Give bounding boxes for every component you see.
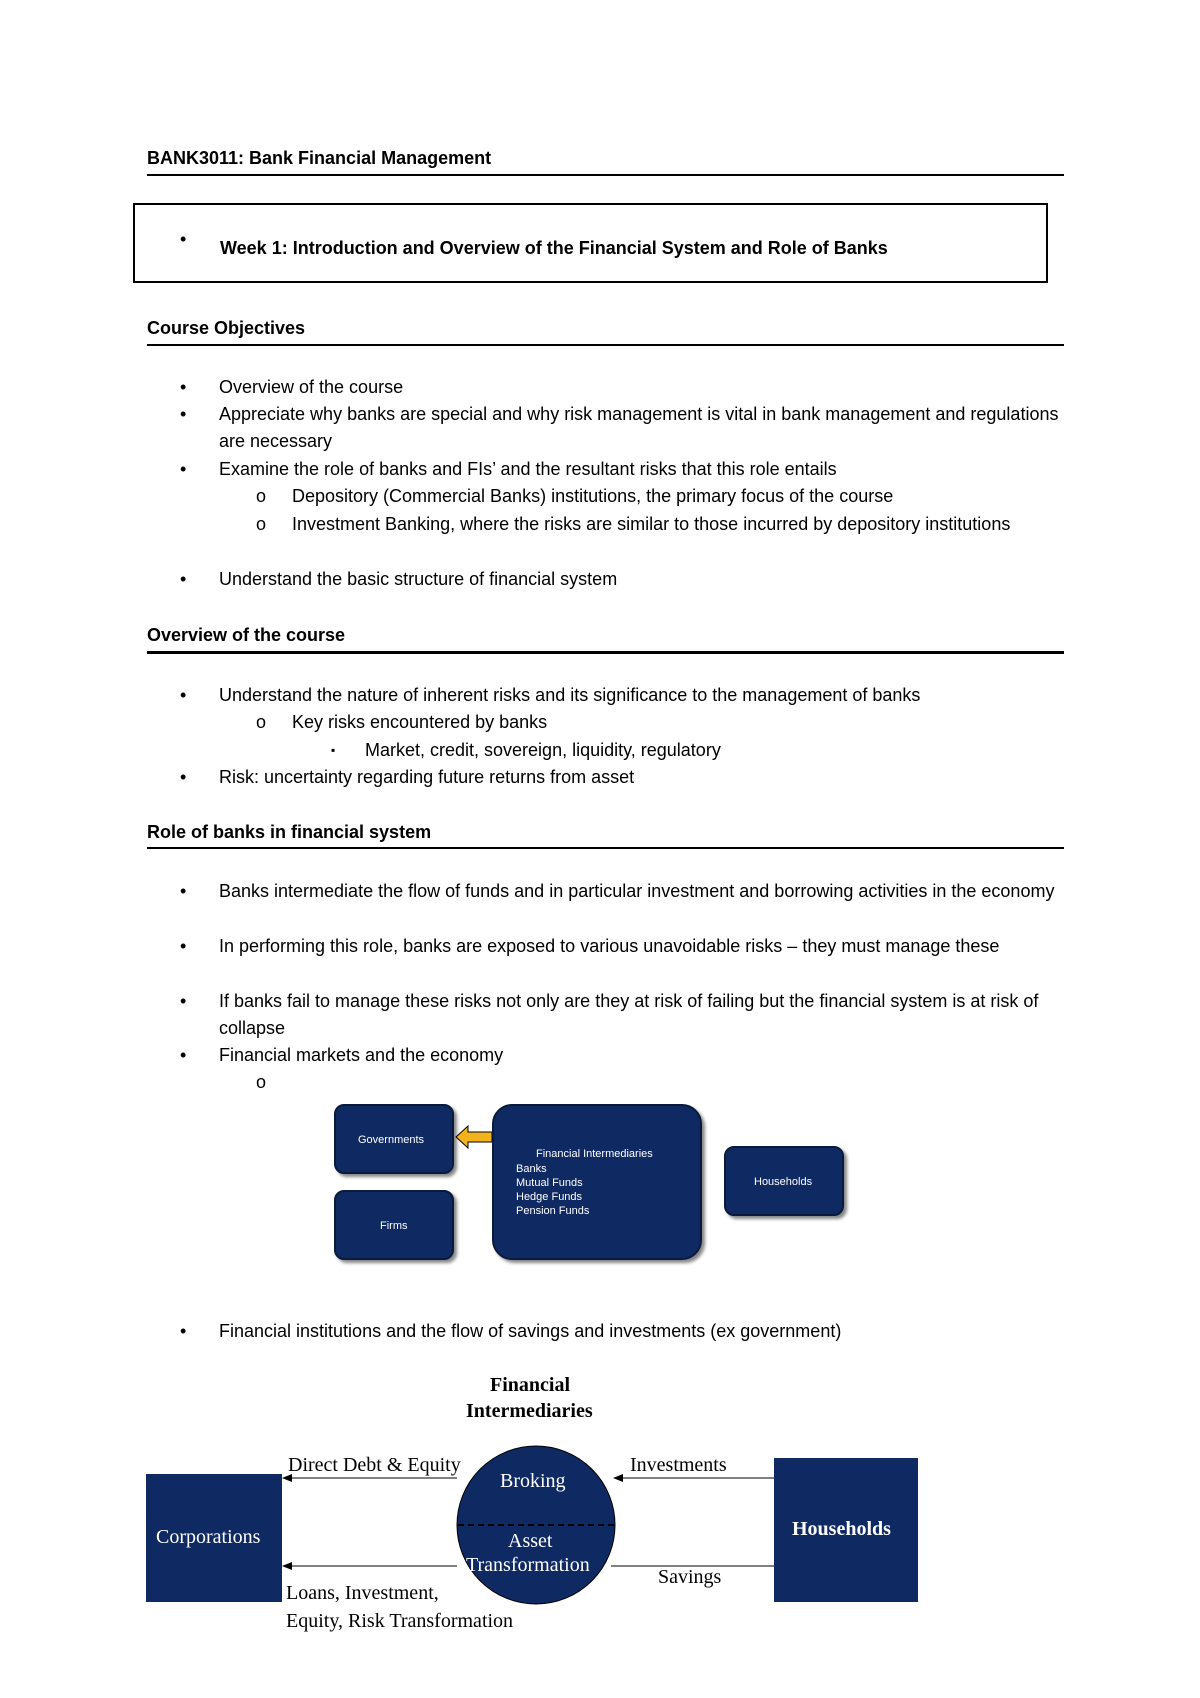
bullet-marker: •	[180, 1321, 187, 1341]
list-item: Investment Banking, where the risks are similar to those incurred by depository institutions	[292, 514, 1011, 534]
intermediaries-title: Financial Intermediaries	[536, 1148, 653, 1160]
households-box	[724, 1146, 844, 1216]
list-item: Depository (Commercial Banks) institutions, the primary focus of the course	[292, 486, 894, 506]
savings-label: Savings	[658, 1566, 722, 1588]
square-marker: ▪	[331, 743, 336, 757]
firms-label: Firms	[380, 1220, 408, 1232]
governments-label: Governments	[358, 1134, 425, 1146]
bullet-marker: •	[180, 404, 187, 424]
circle-marker: o	[256, 486, 267, 506]
flow-diagram-intermediaries	[330, 1098, 850, 1263]
households-label: Households	[792, 1518, 891, 1540]
asset-label-line1: Asset	[508, 1530, 553, 1552]
list-item: In performing this role, banks are exposed to various unavoidable risks – they must manage these	[219, 936, 1000, 956]
investments-label: Investments	[630, 1454, 727, 1476]
list-item: Appreciate why banks are special and why risk management is vital in bank management and regulations are necessary	[219, 404, 1059, 451]
bullet-marker: •	[180, 936, 187, 956]
broking-label: Broking	[500, 1470, 566, 1492]
bullet-marker: •	[180, 229, 187, 249]
list-item: Banks intermediate the flow of funds and in particular investment and borrowing activities in the economy	[219, 881, 1055, 901]
list-item: Financial markets and the economy	[219, 1045, 504, 1065]
loans-label-line1: Loans, Investment,	[286, 1582, 439, 1604]
list-item: If banks fail to manage these risks not only are they at risk of failing but the financial system is at risk of collapse	[219, 991, 1039, 1038]
intermediary-item: Hedge Funds	[516, 1191, 583, 1203]
section-heading-overview: Overview of the course	[147, 625, 346, 645]
list-item: Financial institutions and the flow of savings and investments (ex government)	[219, 1321, 842, 1341]
week-box	[133, 203, 1048, 283]
section-heading-objectives: Course Objectives	[147, 318, 306, 338]
list-item: Key risks encountered by banks	[292, 712, 548, 732]
section-rule	[147, 651, 1064, 654]
list-item: Understand the nature of inherent risks and its significance to the management of banks	[219, 685, 921, 705]
section-rule	[147, 847, 1064, 849]
governments-box	[334, 1104, 454, 1174]
intermediary-item: Banks	[516, 1163, 547, 1175]
document-title: BANK3011: Bank Financial Management	[147, 148, 492, 168]
bullet-marker: •	[180, 881, 187, 901]
bullet-marker: •	[180, 767, 187, 787]
bullet-marker: •	[180, 1045, 187, 1065]
circle-marker: o	[256, 712, 267, 732]
bullet-marker: •	[180, 685, 187, 705]
diagram-title-line1: Financial	[490, 1374, 571, 1396]
bullet-marker: •	[180, 991, 187, 1011]
asset-label-line2: Transformation	[466, 1554, 590, 1576]
flow-arrows	[140, 1370, 930, 1640]
firms-box	[334, 1190, 454, 1260]
direct-debt-label: Direct Debt & Equity	[288, 1454, 461, 1476]
list-item: Risk: uncertainty regarding future returns from asset	[219, 767, 635, 787]
corporations-label: Corporations	[156, 1526, 261, 1548]
intermediary-item: Mutual Funds	[516, 1177, 583, 1189]
section-heading-role: Role of banks in financial system	[147, 822, 432, 842]
bullet-marker: •	[180, 459, 187, 479]
title-rule	[147, 174, 1064, 176]
week-title: Week 1: Introduction and Overview of the Financial System and Role of Banks	[220, 238, 888, 258]
bullet-marker: •	[180, 377, 187, 397]
list-item: Overview of the course	[219, 377, 404, 397]
section-rule	[147, 344, 1064, 346]
circle-marker: o	[256, 514, 267, 534]
diagram-title-line2: Intermediaries	[466, 1400, 593, 1422]
intermediaries-box	[492, 1104, 702, 1260]
flow-diagram-savings	[140, 1370, 930, 1640]
bullet-marker: •	[180, 569, 187, 589]
list-item: Understand the basic structure of financial system	[219, 569, 618, 589]
intermediary-item: Pension Funds	[516, 1205, 590, 1217]
households-label: Households	[754, 1176, 813, 1188]
circle-marker: o	[256, 1072, 267, 1092]
loans-label-line2: Equity, Risk Transformation	[286, 1610, 514, 1632]
list-item: Examine the role of banks and FIs’ and the resultant risks that this role entails	[219, 459, 837, 479]
list-item: Market, credit, sovereign, liquidity, regulatory	[365, 740, 721, 760]
arrow-left-icon	[454, 1122, 494, 1152]
